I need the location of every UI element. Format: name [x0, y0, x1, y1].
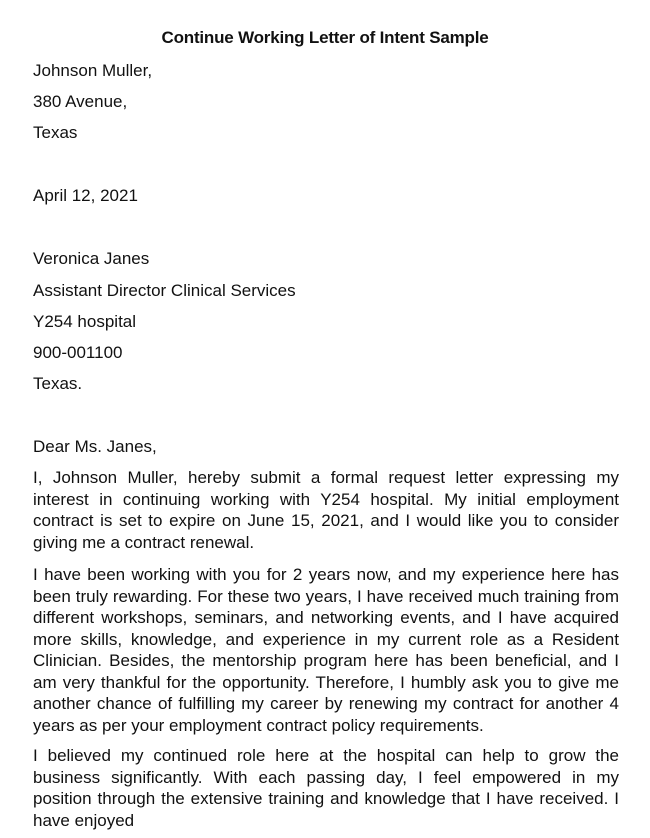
document-title: Continue Working Letter of Intent Sample: [161, 28, 489, 47]
body-paragraph-2: I have been working with you for 2 years now, and my experience here has been truly rewarding. For these two years, I have received much training from different workshops, seminars, and networking events, and I have acquired more skills, knowledge, and experience in my current role as a Resident Clinician. Besides, the mentorship program here has been beneficial, and I am very thankful for the opportunity. Therefore, I humbly ask you to give me another chance of fulfilling my career by renewing my contract for another 4 years as per your employment contract policy requirements.: [33, 565, 619, 735]
recipient-name: Veronica Janes: [33, 249, 150, 268]
letter-date: April 12, 2021: [33, 186, 138, 205]
sender-name: Johnson Muller,: [33, 61, 153, 80]
recipient-phone: 900-001100: [33, 343, 123, 362]
sender-address: 380 Avenue,: [33, 92, 128, 111]
salutation: Dear Ms. Janes,: [33, 437, 157, 456]
recipient-position: Assistant Director Clinical Services: [33, 281, 296, 300]
body-paragraph-1: I, Johnson Muller, hereby submit a formal request letter expressing my interest in continuing working with Y254 hospital. My initial employment contract is set to expire on June 15, 2021, and I would like you to consider giving me a contract renewal.: [33, 468, 619, 552]
recipient-organization: Y254 hospital: [33, 312, 137, 331]
sender-state: Texas: [33, 123, 78, 142]
body-paragraph-3: I believed my continued role here at the hospital can help to grow the business significantly. With each passing day, I feel empowered in my position through the extensive training and knowledge that I have received. I have enjoyed: [33, 746, 619, 830]
recipient-state: Texas.: [33, 374, 83, 393]
